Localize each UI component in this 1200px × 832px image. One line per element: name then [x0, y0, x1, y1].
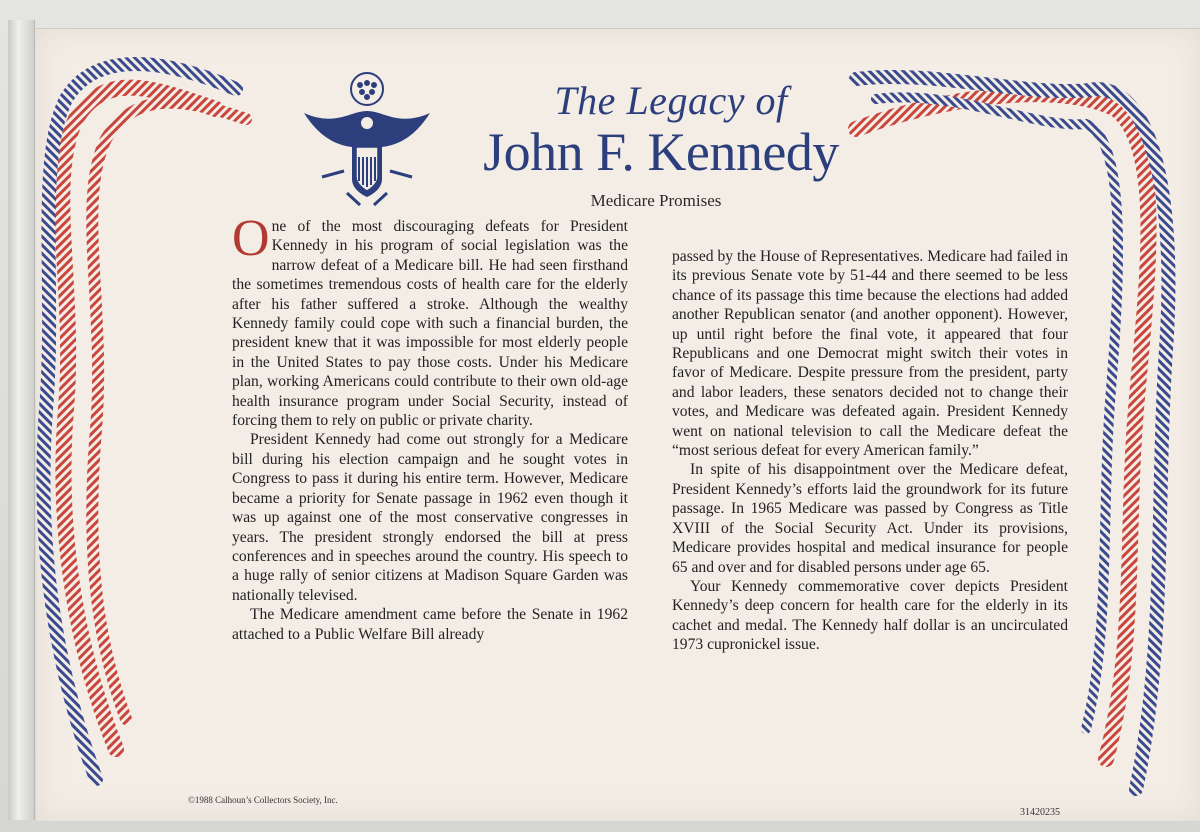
- copyright-notice: ©1988 Calhoun’s Collectors Society, Inc.: [188, 795, 338, 805]
- title-line-1: The Legacy of: [554, 78, 788, 123]
- dropcap: O: [232, 210, 270, 267]
- product-code: 31420235: [1020, 807, 1060, 818]
- insert-card: [36, 28, 1200, 821]
- sleeve-edge: [8, 20, 35, 820]
- title-line-2: John F. Kennedy: [483, 122, 839, 182]
- paragraph: [232, 210, 628, 430]
- left-column: [232, 210, 628, 644]
- right-column: [672, 247, 1068, 655]
- paragraph: President Kennedy had come out strongly for a Medicare bill during his election campaign and he sought votes in Congress to pass it during his entire term. However, Medicare became a priority for Senate passage in 1962 even though it was up against one of the most conservative congresses in years. The president strongly endorsed the bill at press conferences and in speeches around the country. His speech to a huge rally of senior citizens at Madison Square Garden was nationally televised.: [232, 431, 628, 604]
- paragraph: Your Kennedy commemorative cover depicts President Kennedy’s deep concern for health care for the elderly in its cachet and medal. The Kennedy half dollar is an uncirculated 1973 cupronickel issue.: [672, 577, 1068, 654]
- paragraph: passed by the House of Representatives. Medicare had failed in its previous Senate vote by 51-44 and there seemed to be less chance of its passage this time because the elections had added another Republican senator (and another opponent). However, up until right before the final vote, it appeared that four Republicans and one Democrat might switch their votes in favor of Medicare. Despite pressure from the president, party and labor leaders, these senators decided not to change their votes, and Medicare was defeated again. President Kennedy went on national television to call the Medicare defeat the “most serious defeat for every American family.”: [672, 248, 1068, 460]
- eagle-seal-icon: [292, 67, 442, 213]
- subtitle: Medicare Promises: [590, 191, 722, 210]
- paragraph: In spite of his disappointment over the Medicare defeat, President Kennedy’s efforts laid the groundwork for its future passage. In 1965 Medicare was passed by Congress as Title XVIII of the Social Security Act. Under its provisions, Medicare provides hospital and medical insurance for people 65 and over and for disabled persons under age 65.: [672, 461, 1068, 576]
- paragraph-text: ne of the most discouraging defeats for President Kennedy in his program of social legislation was the narrow defeat of a Medicare bill. He had seen firsthand the sometimes tremendous costs of health care for the elderly after his father suffered a stroke. Although the wealthy Kennedy family could cope with such a financial burden, the president knew that it was impossible for most elderly people in the United States to pay those costs. Under his Medicare plan, working Americans could contribute to their own old-age health insurance program under Social Security, instead of forcing them to rely on public or private charity.: [232, 218, 628, 430]
- paragraph: The Medicare amendment came before the Senate in 1962 attached to a Public Welfare Bill already: [232, 606, 628, 643]
